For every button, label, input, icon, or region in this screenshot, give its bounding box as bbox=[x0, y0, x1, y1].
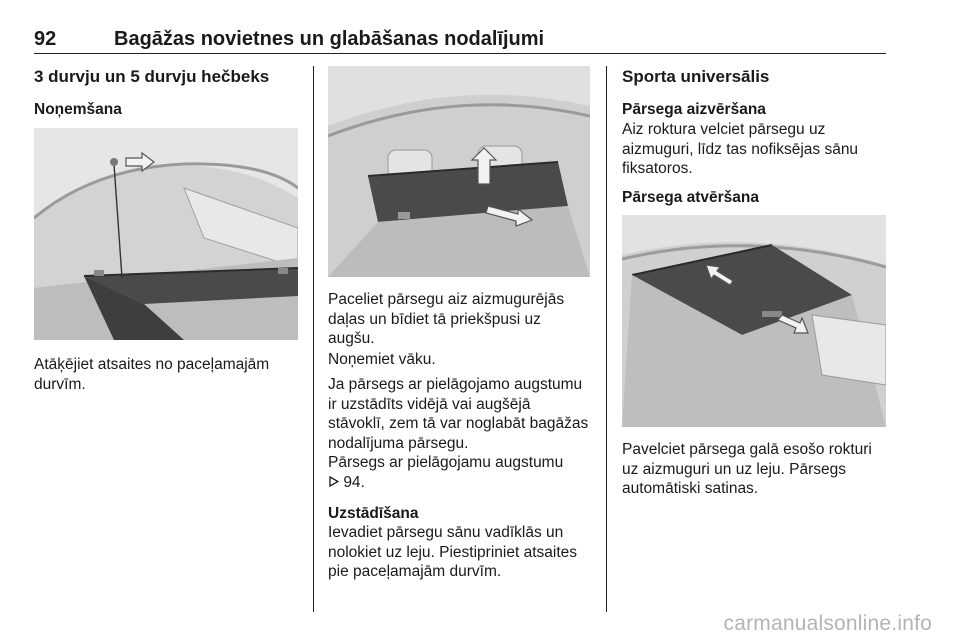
paragraph-installation bbox=[328, 523, 577, 582]
sub-title-removal: Noņemšana bbox=[34, 101, 122, 118]
reference-line[interactable] bbox=[328, 473, 563, 493]
text-line: daļas un bīdiet tā priekšpusi uz bbox=[328, 310, 541, 328]
text-line: Pārsegs ar pielāgojamu augstumu bbox=[328, 454, 564, 471]
text-line: Atāķējiet atsaites no paceļamajām bbox=[34, 356, 270, 373]
paragraph-storage-note bbox=[328, 375, 588, 453]
paragraph-remove-cover: Noņemiet vāku. bbox=[328, 351, 436, 368]
paragraph-reference bbox=[328, 453, 563, 492]
illustration-cover-lift bbox=[328, 66, 590, 277]
sub-title-installation: Uzstādīšana bbox=[328, 505, 419, 522]
paragraph-closing bbox=[622, 120, 858, 179]
column-divider bbox=[313, 66, 314, 612]
column-divider bbox=[606, 66, 607, 612]
text-line: Ja pārsegs ar pielāgojamo augstumu bbox=[328, 376, 583, 393]
text-line: nodalījuma pārsegu. bbox=[328, 434, 469, 452]
paragraph-opening bbox=[622, 440, 872, 499]
text-line: stāvoklī, zem tā var noglabāt bagāžas bbox=[328, 415, 589, 432]
section-title: 3 durvju un 5 durvju hečbeks bbox=[34, 67, 270, 86]
figure-wagon-cover bbox=[622, 215, 886, 427]
text-line: Pavelciet pārsega galā esošo rokturi bbox=[622, 441, 872, 458]
text-line: Ievadiet pārsegu sānu vadīklās un bbox=[328, 524, 564, 541]
caption-unhook bbox=[34, 355, 269, 394]
sub-title-closing: Pārsega aizvēršana bbox=[622, 101, 766, 118]
text-line: automātiski satinas. bbox=[622, 480, 759, 497]
page-number: 92 bbox=[34, 28, 57, 50]
section-title: Sporta universālis bbox=[622, 67, 770, 86]
text-line: pie paceļamajām durvīm. bbox=[328, 563, 502, 580]
text-line: Paceliet pārsegu aiz aizmugurējās bbox=[328, 291, 565, 308]
text-line: aizmuguri, līdz tas nofiksējas sānu bbox=[622, 140, 859, 158]
chapter-title: Bagāžas novietnes un glabāšanas nodalījumi bbox=[114, 28, 545, 50]
text-line: uz aizmuguri un uz leju. Pārsegs bbox=[622, 460, 847, 478]
paragraph-lift-cover bbox=[328, 290, 564, 349]
text-line: Aiz roktura velciet pārsegu uz bbox=[622, 121, 826, 138]
reference-page: 94. bbox=[343, 473, 365, 491]
text-line: nolokiet uz leju. Piestipriniet atsaites bbox=[328, 543, 577, 561]
illustration-wagon-cover bbox=[622, 215, 886, 427]
watermark: carmanualsonline.info bbox=[723, 612, 932, 635]
sub-title-opening: Pārsega atvēršana bbox=[622, 189, 760, 206]
illustration-hatchback bbox=[34, 128, 298, 340]
figure-hatchback-cover-removal bbox=[34, 128, 298, 340]
figure-cover-lift bbox=[328, 66, 590, 277]
ref-triangle-icon bbox=[328, 476, 339, 487]
text-line: ir uzstādīts vidējā vai augšējā bbox=[328, 395, 531, 413]
page-header bbox=[34, 28, 886, 54]
text-line: fiksatoros. bbox=[622, 160, 693, 177]
text-line: durvīm. bbox=[34, 375, 86, 393]
text-line: augšu. bbox=[328, 330, 375, 347]
